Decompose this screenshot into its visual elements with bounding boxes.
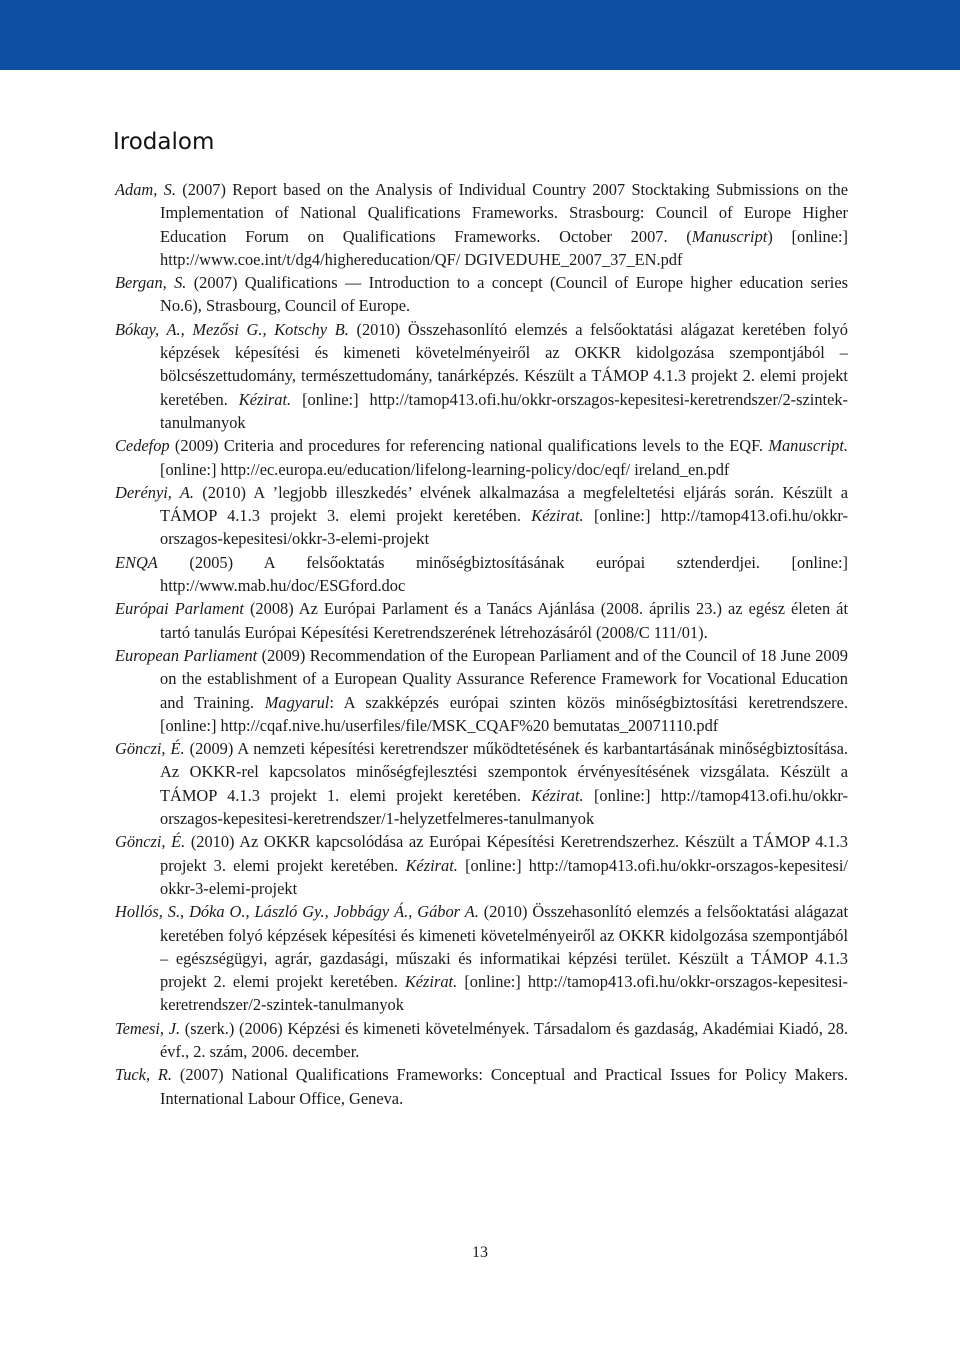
reference-author: Gönczi, É. <box>115 739 185 759</box>
reference-text: (2009) Criteria and procedures for referencing national qualifications levels to the EQF. <box>169 436 769 456</box>
reference-author: Derényi, A. <box>115 482 194 502</box>
reference-item <box>115 900 848 1016</box>
page-number: 13 <box>472 1244 488 1261</box>
reference-text: [online:] http://tamop413.ofi.hu/okkr-orszagos-kepesitesi-keretrendszer/2-szintek-tanulmanyok <box>160 972 848 1015</box>
reference-author: Temesi, J. <box>115 1018 181 1038</box>
section-title: Irodalom <box>113 129 215 155</box>
reference-item <box>115 830 848 900</box>
reference-text: (2010) A ’legjobb illeszkedés’ elvének alkalmazása a megfeleltetési eljárás során. Készült a TÁMOP 4.1.3 projekt 3. elemi projekt keretében. <box>160 482 848 526</box>
reference-text: : A szakképzés európai szinten közös minőségbiztosítási keretrendszere. [online:] http://cqaf.nive.hu/userfiles/file/MSK_CQAF%20 bemutatas_20071110.pdf <box>160 692 848 735</box>
reference-list <box>115 178 848 1110</box>
reference-author: Bókay, A., Mezősi G., Kotschy B. <box>115 319 349 339</box>
reference-item <box>115 318 848 434</box>
reference-italic-text: Kézirat. <box>238 389 292 409</box>
reference-italic-text: Kézirat. <box>405 855 458 875</box>
reference-item <box>115 434 848 481</box>
reference-text: (szerk.) (2006) Képzési és kimeneti követelmények. Társadalom és gazdaság, Akadémiai Kiadó, 28. évf., 2. szám, 2006. december. <box>160 1018 848 1061</box>
reference-author: Bergan, S. <box>115 273 187 293</box>
reference-italic-text: Kézirat. <box>404 972 458 992</box>
reference-text: (2009) A nemzeti képesítési keretrendszer működtetésének és karbantartásának minőségbiztosítása. Az OKKR-rel kapcsolatos minőségfejlesztési szempontok érvényesítésének vizsgálata. Készült a TÁMOP 4.1.3 projekt 1. elemi projekt keretében. <box>160 739 848 805</box>
reference-item <box>115 597 848 644</box>
reference-item <box>115 271 848 318</box>
reference-text: ) [online:] http://www.coe.int/t/dg4/highereducation/QF/ DGIVEDUHE_2007_37_EN.pdf <box>160 226 848 269</box>
reference-italic-text: Magyarul <box>264 692 330 712</box>
reference-item <box>115 737 848 830</box>
reference-author: Gönczi, É. <box>115 832 186 852</box>
reference-author: Cedefop <box>115 436 170 456</box>
reference-italic-text: Manuscript <box>691 226 768 246</box>
reference-text: [online:] http://tamop413.ofi.hu/okkr-orszagos-kepesitesi/ okkr-3-elemi-projekt <box>160 855 848 898</box>
reference-author: Hollós, S., Dóka O., László Gy., Jobbágy Á., Gábor A. <box>115 902 479 922</box>
reference-text: [online:] http://ec.europa.eu/education/lifelong-learning-policy/doc/eqf/ ireland_en.pdf <box>160 459 730 479</box>
reference-text: [online:] http://tamop413.ofi.hu/okkr-orszagos-kepesitesi-keretrendszer/2-szintek-tanulmanyok <box>160 389 848 432</box>
reference-author: Európai Parlament <box>115 599 244 619</box>
reference-author: ENQA <box>115 552 158 572</box>
reference-author: Adam, S. <box>115 180 176 199</box>
reference-text: (2008) Az Európai Parlament és a Tanács Ajánlása (2008. április 23.) az egész életen át tartó tanulás Európai Képesítési Keretrendszerének létrehozásáról (2008/C 111/01). <box>160 599 848 642</box>
reference-italic-text: Kézirat. <box>531 785 584 805</box>
reference-item <box>115 551 848 598</box>
reference-text: (2010) Az OKKR kapcsolódása az Európai Képesítési Keretrendszerhez. Készült a TÁMOP 4.1.3 projekt 3. elemi projekt keretében. <box>160 832 848 875</box>
reference-text: (2010) Összehasonlító elemzés a felsőoktatási alágazat keretében folyó képzések képesítési és kimeneti követelményeiről az OKKR kidolgozása szempontjából – egészségügyi, agrár, gazdasági, műszaki és informatikai képzési terület. Készült a TÁMOP 4.1.3 projekt 2. elemi projekt keretében. <box>160 902 848 992</box>
reference-text: (2007) Report based on the Analysis of Individual Country 2007 Stocktaking Submissions on the Implementation of National Qualifications Frameworks. Strasbourg: Council of Europe Higher Education Forum on Qualifications Frameworks. October 2007. ( <box>160 180 848 246</box>
reference-text: [online:] http://tamop413.ofi.hu/okkr-orszagos-kepesitesi/okkr-3-elemi-projekt <box>160 506 848 549</box>
reference-text: (2005) A felsőoktatás minőségbiztosításának európai sztenderdjei. [online:] http://www.mab.hu/doc/ESGford.doc <box>157 552 848 596</box>
reference-text: (2007) National Qualifications Frameworks: Conceptual and Practical Issues for Policy Makers. International Labour Office, Geneva. <box>160 1065 848 1108</box>
reference-author: European Parliament <box>115 645 258 665</box>
reference-text: [online:] http://tamop413.ofi.hu/okkr-orszagos-kepesitesi-keretrendszer/1-helyzetfelmeres-tanulmanyok <box>160 785 848 829</box>
reference-item <box>115 644 848 737</box>
header-band <box>0 0 960 70</box>
reference-italic-text: Kézirat. <box>531 506 584 526</box>
reference-item <box>115 1017 848 1064</box>
reference-author: Tuck, R. <box>115 1065 173 1085</box>
reference-text: (2009) Recommendation of the European Parliament and of the Council of 18 June 2009 on the establishment of a European Quality Assurance Reference Framework for Vocational Education and Training. <box>160 645 848 712</box>
reference-item <box>115 481 848 551</box>
reference-text: (2010) Összehasonlító elemzés a felsőoktatási alágazat keretében folyó képzések képesítési és kimeneti követelményeiről az OKKR kidolgozása szempontjából – bölcsészettudomány, természettudomány, tanárképzés. Készült a TÁMOP 4.1.3 projekt 2. elemi projekt keretében. <box>160 319 848 409</box>
reference-item <box>115 178 848 271</box>
reference-text: (2007) Qualifications — Introduction to a concept (Council of Europe higher education series No.6), Strasbourg, Council of Europe. <box>160 273 848 316</box>
reference-item <box>115 1063 848 1110</box>
reference-italic-text: Manuscript. <box>768 436 848 456</box>
